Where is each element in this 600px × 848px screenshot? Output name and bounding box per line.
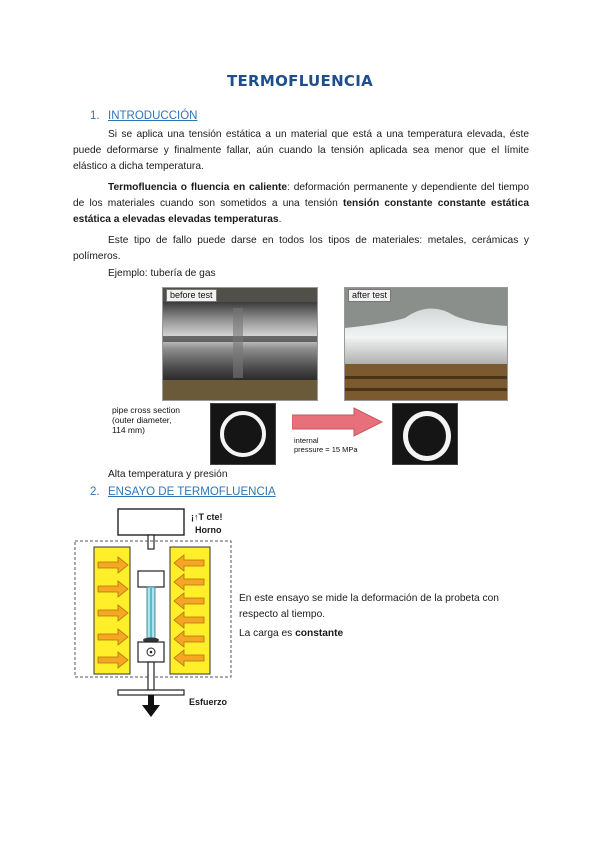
- pipe-ring-after: [392, 403, 458, 465]
- cross-section-text: [112, 405, 180, 435]
- pressure-line: internal: [294, 436, 319, 445]
- after-test-photo: [344, 287, 508, 401]
- section-number: 2.: [90, 486, 100, 498]
- after-test-label: after test: [348, 289, 391, 302]
- example-label: Ejemplo: tubería de gas: [108, 268, 216, 279]
- oven-label: Horno: [195, 525, 222, 535]
- intro-paragraph-3: Este tipo de fallo puede darse en todos los tipos de materiales: metales, cerámicas y polímeros.: [73, 235, 529, 262]
- term-definition: Termofluencia o fluencia en caliente: [108, 182, 287, 193]
- pressure-text: [294, 436, 358, 454]
- section-heading-ensayo: [90, 486, 276, 498]
- arrow-icon: [292, 407, 384, 437]
- before-test-photo: [162, 287, 318, 401]
- constant-temperature-label: ¡↑T cte!: [191, 512, 223, 522]
- creep-test-diagram: [74, 507, 234, 722]
- cross-section-line: pipe cross section: [112, 405, 181, 415]
- definition-bold: tensión constante constante estática estática a elevadas elevadas temperaturas: [73, 198, 529, 225]
- pipe-ring-before: [210, 403, 276, 465]
- load-bold: constante: [295, 628, 344, 639]
- stress-label: Esfuerzo: [189, 697, 228, 707]
- definition-text: : deformación permanente y dependiente del tiempo de los materiales cuando son sometidos a una tensión: [73, 182, 529, 209]
- pressure-line: pressure = 15 MPa: [294, 445, 358, 454]
- cross-section-line: (outer diameter,: [112, 415, 172, 425]
- load-description: [239, 626, 343, 642]
- gas-pipe-figure: [108, 283, 438, 465]
- figure-caption: Alta temperatura y presión: [108, 469, 228, 480]
- ring-shape: [220, 411, 266, 457]
- ring-shape: [403, 411, 451, 461]
- load-text: La carga es: [239, 628, 296, 639]
- section-title: ENSAYO DE TERMOFLUENCIA: [108, 486, 276, 498]
- section-number: 1.: [90, 110, 100, 122]
- section-heading-introduccion: [90, 110, 197, 122]
- page-title: TERMOFLUENCIA: [226, 72, 374, 90]
- cross-section-line: 114 mm): [112, 425, 145, 435]
- intro-paragraph-2: [73, 180, 529, 228]
- definition-end: .: [278, 214, 282, 225]
- test-description: En este ensayo se mide la deformación de la probeta con respecto al tiempo.: [239, 593, 499, 620]
- intro-paragraph-1: Si se aplica una tensión estática a un material que está a una temperatura elevada, éste puede deformarse y finalmente fallar, aún cuando la tensión aplicada sea menor que el límite elástico a dicha temperatura.: [73, 129, 529, 172]
- section-title: INTRODUCCIÓN: [108, 110, 198, 122]
- before-test-label: before test: [166, 289, 217, 302]
